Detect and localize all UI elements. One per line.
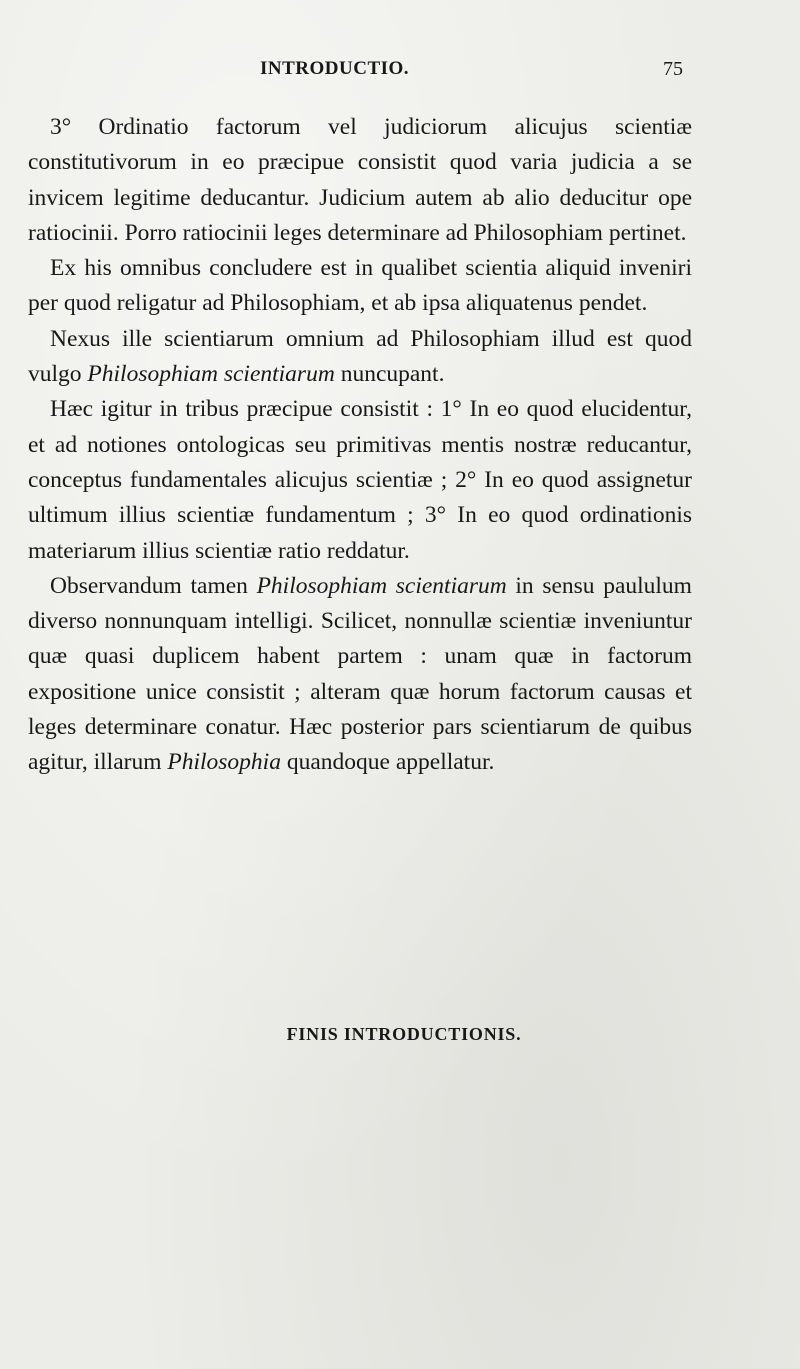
running-title: INTRODUCTIO.: [260, 58, 410, 79]
paragraph: [28, 392, 692, 568]
paragraph: [28, 322, 692, 393]
text-span: Ex his omnibus concludere est in qualibet scientia aliquid inveniri per quod religatur ad Philosophiam, et ab ipsa aliquatenus pendet.: [28, 255, 692, 317]
page-number: 75: [663, 58, 683, 80]
text-span: Observandum tamen: [50, 572, 257, 599]
text-span: quandoque appellatur.: [280, 749, 495, 776]
text-span: nuncupant.: [334, 361, 445, 388]
text-span: Hæc igitur in tribus præcipue consistit : 1° In eo quod elucidentur, et ad notiones ontologicas seu primitivas mentis nostræ reducantur, conceptus fundamentales alicujus scientiæ ; 2° In eo quod assignetur ultimum illius scientiæ fundamentum ; 3° In eo quod ordinationis materiarum illius scientiæ ratio reddatur.: [28, 396, 692, 564]
page-header: [0, 58, 800, 88]
paragraph: [28, 569, 692, 781]
paragraph: [28, 110, 692, 251]
finis-heading: FINIS INTRODUCTIONIS.: [286, 1024, 522, 1044]
body-text: [28, 110, 692, 781]
text-span: in sensu paululum diverso nonnunquam intelligi. Scilicet, nonnullæ scientiæ inveniuntur quæ quasi duplicem habent partem : unam quæ in factorum expositione unice consistit ; alteram quæ horum factorum causas et leges determinare conatur. Hæc posterior pars scientiarum de quibus agitur, illarum: [28, 572, 692, 776]
text-span: 3° Ordinatio factorum vel judiciorum alicujus scientiæ constitutivorum in eo præcipue consistit quod varia judicia a se invicem legitime deducantur. Judicium autem ab alio deducitur ope ratiocinii. Porro ratiocinii leges determinare ad Philosophiam pertinet.: [28, 114, 692, 246]
paragraph: [28, 251, 692, 322]
italic-term: Philosophia: [167, 749, 281, 776]
italic-term: Philosophiam scientiarum: [256, 572, 507, 599]
text-span: Nexus ille scientiarum omnium ad Philosophiam illud est quod vulgo: [28, 325, 692, 388]
italic-term: Philosophiam scientiarum: [87, 361, 335, 388]
